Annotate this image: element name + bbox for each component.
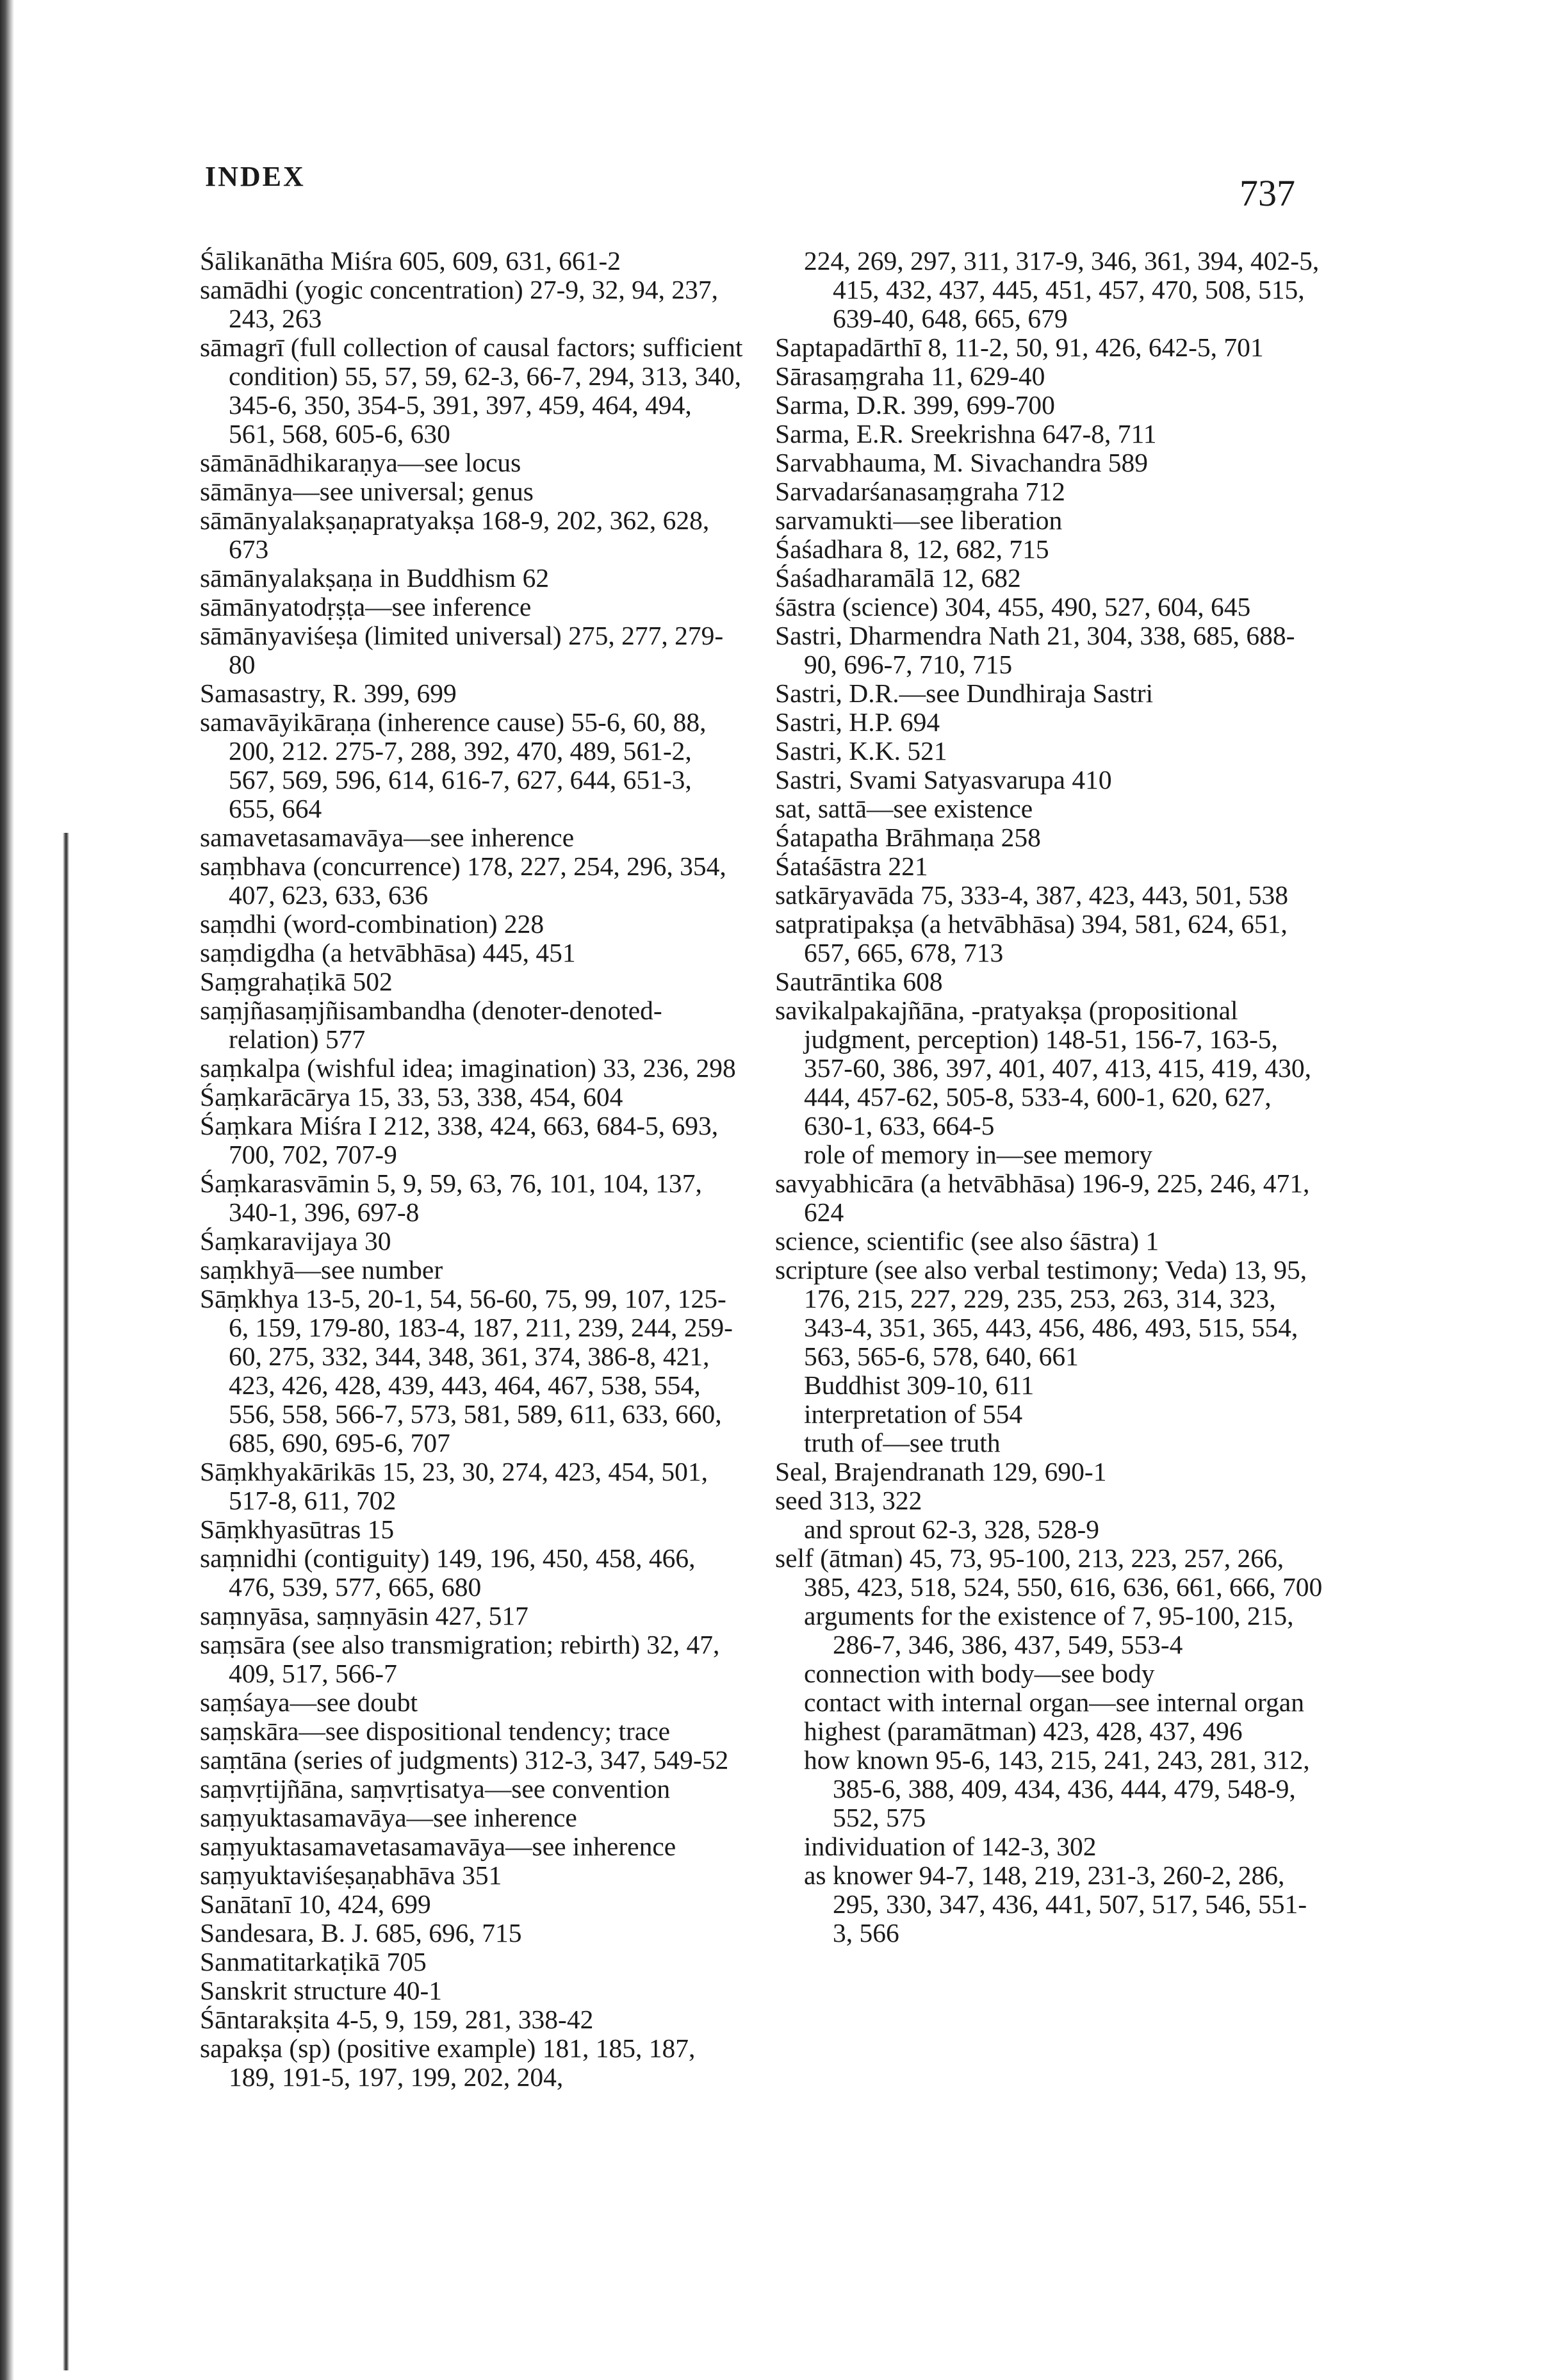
index-entry: sāmagrī (full collection of causal factors; sufficient condition) 55, 57, 59, 62-3, 66-7, 294, 313, 340, 345-6, 350, 354-5, 391, 397, 459, 464, 494, 561, 568, 605-6, 630: [200, 332, 743, 448]
index-entry: Sāṃkhyakārikās 15, 23, 30, 274, 423, 454, 501, 517-8, 611, 702: [200, 1457, 708, 1515]
index-entry: Sanātanī 10, 424, 699: [200, 1889, 431, 1919]
index-entry: Sārasaṃgraha 11, 629-40: [775, 361, 1045, 391]
index-entry: saṃyuktaviśeṣaṇabhāva 351: [200, 1860, 502, 1890]
index-entry: Śaṃkarācārya 15, 33, 53, 338, 454, 604: [200, 1082, 623, 1112]
index-entry: science, scientific (see also śāstra) 1: [775, 1226, 1159, 1256]
index-subentry: truth of—see truth: [804, 1428, 1001, 1457]
index-entry: Śaṃkara Miśra I 212, 338, 424, 663, 684-5, 693, 700, 702, 707-9: [200, 1111, 719, 1169]
index-entry: Sarma, E.R. Sreekrishna 647-8, 711: [775, 419, 1157, 448]
index-subentry: interpretation of 554: [804, 1399, 1023, 1429]
index-entry: Śataśāstra 221: [775, 851, 928, 881]
index-entry: saṃdhi (word-combination) 228: [200, 909, 544, 939]
index-entry: saṃbhava (concurrence) 178, 227, 254, 296, 354, 407, 623, 633, 636: [200, 851, 726, 910]
index-entry: saṃkhyā—see number: [200, 1255, 443, 1284]
index-entry: Saptapadārthī 8, 11-2, 50, 91, 426, 642-5, 701: [775, 332, 1264, 362]
index-entry: Sastri, D.R.—see Dundhiraja Sastri: [775, 678, 1154, 708]
index-entry: Śālikanātha Miśra 605, 609, 631, 661-2: [200, 246, 621, 275]
index-entry: sāmānyatodṛṣṭa—see inference: [200, 592, 532, 621]
index-entry: Sastri, Svami Satyasvarupa 410: [775, 765, 1112, 794]
index-entry: samādhi (yogic concentration) 27-9, 32, 94, 237, 243, 263: [200, 275, 719, 333]
index-subentry: highest (paramātman) 423, 428, 437, 496: [804, 1716, 1243, 1746]
index-entry: satpratipakṣa (a hetvābhāsa) 394, 581, 624, 651, 657, 665, 678, 713: [775, 909, 1288, 967]
index-entry: Śaṃkaravijaya 30: [200, 1226, 391, 1256]
index-entry: sāmānya—see universal; genus: [200, 477, 534, 506]
page-binding-shadow: [0, 0, 14, 2380]
index-entry: Sanskrit structure 40-1: [200, 1976, 443, 2005]
index-entry: self (ātman) 45, 73, 95-100, 213, 223, 257, 266, 385, 423, 518, 524, 550, 616, 636, 661, 666, 700: [775, 1543, 1323, 1602]
index-entry: sāmānyalakṣaṇa in Buddhism 62: [200, 563, 550, 593]
index-entry: saṃsāra (see also transmigration; rebirth) 32, 47, 409, 517, 566-7: [200, 1630, 720, 1688]
index-subentry: Buddhist 309-10, 611: [804, 1370, 1035, 1400]
index-entry: śāstra (science) 304, 455, 490, 527, 604, 645: [775, 592, 1251, 621]
index-subentry: contact with internal organ—see internal organ: [804, 1687, 1304, 1717]
running-head: INDEX: [205, 161, 306, 192]
index-entry: Sarvadarśanasaṃgraha 712: [775, 477, 1065, 506]
index-entry: scripture (see also verbal testimony; Veda) 13, 95, 176, 215, 227, 229, 235, 253, 263, 314, 323, 343-4, 351, 365, 443, 456, 486, 493, 515, 554, 563, 565-6, 578, 640, 661: [775, 1255, 1307, 1371]
index-entry: saṃśaya—see doubt: [200, 1687, 418, 1717]
index-entry: seed 313, 322: [775, 1486, 922, 1515]
index-entry: Sautrāntika 608: [775, 967, 943, 996]
index-entry: Sastri, K.K. 521: [775, 736, 947, 766]
index-column-right: [775, 247, 1326, 1948]
index-entry: sarvamukti—see liberation: [775, 505, 1063, 535]
index-column-left: [200, 247, 744, 2092]
index-entry: Śaśadhara 8, 12, 682, 715: [775, 534, 1049, 564]
index-entry: saṃdigdha (a hetvābhāsa) 445, 451: [200, 938, 576, 967]
index-entry: saṃnyāsa, saṃnyāsin 427, 517: [200, 1601, 528, 1630]
index-subentry: connection with body—see body: [804, 1659, 1155, 1688]
index-entry: savyabhicāra (a hetvābhāsa) 196-9, 225, 246, 471, 624: [775, 1169, 1310, 1227]
index-entry: Sanmatitarkaṭikā 705: [200, 1947, 427, 1976]
index-entry: samavāyikāraṇa (inherence cause) 55-6, 60, 88, 200, 212. 275-7, 288, 392, 470, 489, 561-2, 567, 569, 596, 614, 616-7, 627, 644, 651-3, 655, 664: [200, 707, 707, 823]
index-entry: savikalpakajñāna, -pratyakṣa (propositional judgment, perception) 148-51, 156-7, 163-5, 357-60, 386, 397, 401, 407, 413, 415, 419, 430, 444, 457-62, 505-8, 533-4, 600-1, 620, 627, 630-1, 633, 664-5: [775, 996, 1311, 1140]
index-entry: Sāṃkhyasūtras 15: [200, 1514, 395, 1544]
index-entry: saṃjñasaṃjñisambandha (denoter-denoted-relation) 577: [200, 996, 662, 1054]
index-entry: Śāntarakṣita 4-5, 9, 159, 281, 338-42: [200, 2005, 594, 2034]
index-entry: Sarvabhauma, M. Sivachandra 589: [775, 448, 1148, 477]
index-subentry: individuation of 142-3, 302: [804, 1832, 1097, 1861]
index-entry: saṃtāna (series of judgments) 312-3, 347, 549-52: [200, 1745, 729, 1775]
index-entry: Sastri, H.P. 694: [775, 707, 940, 737]
index-subentry: 224, 269, 297, 311, 317-9, 346, 361, 394, 402-5, 415, 432, 437, 445, 451, 457, 470, 508, 515, 639-40, 648, 665, 679: [804, 246, 1320, 333]
index-entry: saṃvṛtijñāna, saṃvṛtisatya—see convention: [200, 1774, 671, 1803]
index-entry: Samasastry, R. 399, 699: [200, 678, 457, 708]
index-entry: Sāṃkhya 13-5, 20-1, 54, 56-60, 75, 99, 107, 125-6, 159, 179-80, 183-4, 187, 211, 239, 244, 259-60, 275, 332, 344, 348, 361, 374, 386-8, 421, 423, 426, 428, 439, 443, 464, 467, 538, 554, 556, 558, 566-7, 573, 581, 589, 611, 633, 660, 685, 690, 695-6, 707: [200, 1284, 733, 1457]
index-subentry: arguments for the existence of 7, 95-100, 215, 286-7, 346, 386, 437, 549, 553-4: [804, 1601, 1294, 1659]
index-entry: sapakṣa (sp) (positive example) 181, 185, 187, 189, 191-5, 197, 199, 202, 204,: [200, 2033, 696, 2092]
index-entry: Sarma, D.R. 399, 699-700: [775, 390, 1055, 420]
index-entry: sāmānyalakṣaṇapratyakṣa 168-9, 202, 362, 628, 673: [200, 505, 710, 564]
index-entry: sāmānādhikaraṇya—see locus: [200, 448, 521, 477]
page-number: 737: [1240, 172, 1295, 214]
index-entry: Śatapatha Brāhmaṇa 258: [775, 823, 1041, 852]
index-subentry: how known 95-6, 143, 215, 241, 243, 281, 312, 385-6, 388, 409, 434, 436, 444, 479, 548-9, 552, 575: [804, 1745, 1310, 1832]
index-entry: Śaṃkarasvāmin 5, 9, 59, 63, 76, 101, 104, 137, 340-1, 396, 697-8: [200, 1169, 702, 1227]
index-entry: sāmānyaviśeṣa (limited universal) 275, 277, 279-80: [200, 621, 724, 679]
index-entry: Seal, Brajendranath 129, 690-1: [775, 1457, 1107, 1486]
index-entry: saṃskāra—see dispositional tendency; trace: [200, 1716, 671, 1746]
index-entry: Śaśadharamālā 12, 682: [775, 563, 1021, 593]
index-entry: saṃyuktasamavetasamavāya—see inherence: [200, 1832, 676, 1861]
index-entry: saṃnidhi (contiguity) 149, 196, 450, 458, 466, 476, 539, 577, 665, 680: [200, 1543, 696, 1602]
index-entry: samavetasamavāya—see inherence: [200, 823, 575, 852]
index-subentry: role of memory in—see memory: [804, 1140, 1152, 1169]
index-entry: satkāryavāda 75, 333-4, 387, 423, 443, 501, 538: [775, 880, 1289, 910]
index-subentry: and sprout 62-3, 328, 528-9: [804, 1514, 1100, 1544]
index-subentry: as knower 94-7, 148, 219, 231-3, 260-2, 286, 295, 330, 347, 436, 441, 507, 517, 546, 551-3, 566: [804, 1860, 1307, 1948]
index-entry: saṃkalpa (wishful idea; imagination) 33, 236, 298: [200, 1053, 736, 1083]
gutter-shadow: [63, 833, 69, 2370]
index-entry: sat, sattā—see existence: [775, 794, 1033, 823]
index-entry: Sastri, Dharmendra Nath 21, 304, 338, 685, 688-90, 696-7, 710, 715: [775, 621, 1295, 679]
index-entry: saṃyuktasamavāya—see inherence: [200, 1803, 577, 1832]
index-entry: Sandesara, B. J. 685, 696, 715: [200, 1918, 522, 1948]
index-entry: Saṃgrahaṭikā 502: [200, 967, 393, 996]
